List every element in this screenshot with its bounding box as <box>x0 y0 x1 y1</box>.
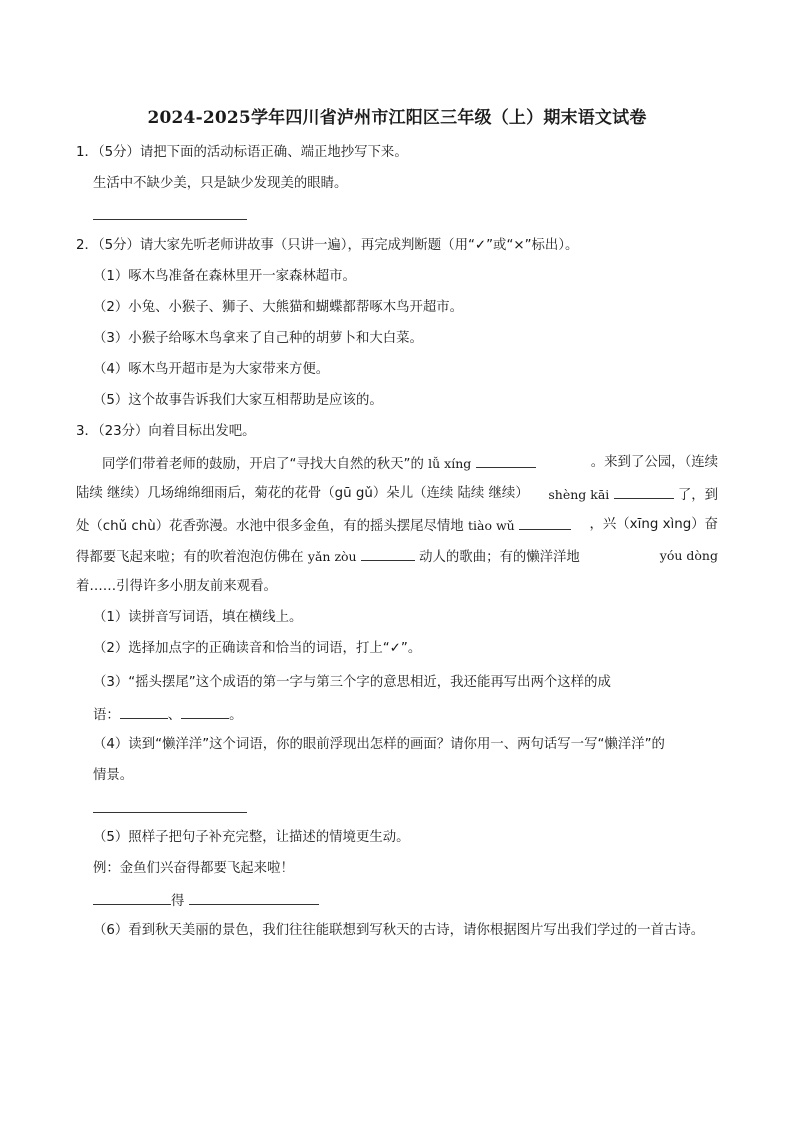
q3-passage-text-h: 动人的歌曲；有的懒洋洋地 <box>419 550 580 565</box>
page-title: 2024-2025学年四川省泸州市江阳区三年级（上）期末语文试卷 <box>147 108 647 128</box>
q3-pinyin-youdong: yóu dòng <box>659 548 718 563</box>
q3-passage-line-4 <box>76 546 718 568</box>
q3-sub-3-line-1: （3）“摇头摆尾”这个成语的第一字与第三个字的意思相近，我还能再写出两个这样的成 <box>93 675 611 690</box>
q3-sub-6: （6）看到秋天美丽的景色，我们往往能联想到写秋天的古诗，请你根据图片写出我们学过的一首古诗。 <box>93 923 705 938</box>
q3-sub-4-line-2: 情景。 <box>93 768 134 783</box>
q2-item-3: （3）小猴子给啄木鸟拿来了自己种的胡萝卜和大白菜。 <box>93 331 423 346</box>
q3-passage-text-g: 得都要飞起来啦；有的吹着泡泡仿佛在 <box>76 550 304 565</box>
q3-sub-5-blank-2[interactable] <box>189 890 319 905</box>
q3-passage-text-a: 同学们带着老师的鼓励，开启了“寻找大自然的秋天”的 <box>102 457 424 472</box>
q1-slogan: 生活中不缺少美，只是缺少发现美的眼睛。 <box>93 176 348 191</box>
q3-idiom-blank-2[interactable] <box>181 704 229 719</box>
q3-sub-4-answer-line[interactable] <box>93 812 247 813</box>
q3-passage-text-c: 陆续 继续）几场绵绵细雨后，菊花的花骨（gū gǔ）朵儿（连续 陆续 继续） <box>76 486 529 501</box>
q1-stem: 1．（5分）请把下面的活动标语正确、端正地抄写下来。 <box>76 145 408 160</box>
q3-sub-5-blank-1[interactable] <box>93 890 171 905</box>
q2-item-1: （1）啄木鸟准备在森林里开一家森林超市。 <box>93 269 356 284</box>
q3-sub-5: （5）照样子把句子补充完整，让描述的情境更生动。 <box>93 830 410 845</box>
q3-stem: 3．（23分）向着目标出发吧。 <box>76 424 256 439</box>
q3-sub-3-period: 。 <box>229 708 243 723</box>
q3-passage-text-e: 处（chǔ chù）花香弥漫。水池中很多金鱼，有的摇头摆尾尽情地 <box>76 519 464 534</box>
q3-example: 例：金鱼们兴奋得都要飞起来啦！ <box>93 861 294 876</box>
q3-pinyin-yanzou: yǎn zòu <box>307 549 357 564</box>
q3-sub-3-separator: 、 <box>167 708 182 723</box>
q3-sub-5-de: 得 <box>171 894 185 909</box>
q3-passage-text-f: ，兴（xīng xìng）奋 <box>589 517 718 532</box>
q3-sub-3-line-2 <box>93 704 243 726</box>
q3-pinyin-shengkai: shèng kāi <box>548 487 610 502</box>
q3-blank-1[interactable] <box>476 453 536 468</box>
q3-passage-line-5: 着……引得许多小朋友前来观看。 <box>76 579 277 594</box>
q3-sub-4-line-1: （4）读到“懒洋洋”这个词语，你的眼前浮现出怎样的画面？请你用一、两句话写一写“懒洋洋”的 <box>93 737 665 752</box>
q3-sub-3-prefix: 语： <box>93 708 120 723</box>
q3-passage-line-3 <box>76 515 718 537</box>
q3-sub-1: （1）读拼音写词语，填在横线上。 <box>93 610 303 625</box>
q3-passage-line-1 <box>102 453 718 475</box>
q3-idiom-blank-1[interactable] <box>120 704 168 719</box>
q3-pinyin-lvxing: lǚ xíng <box>428 456 472 471</box>
q1-answer-line[interactable] <box>93 219 247 220</box>
q3-blank-3[interactable] <box>519 515 571 530</box>
q3-passage-text-d: 了，到 <box>677 488 718 503</box>
q3-passage-line-2 <box>76 484 718 506</box>
q2-stem: 2．（5分）请大家先听老师讲故事（只讲一遍），再完成判断题（用“✓”或“×”标出）。 <box>76 238 579 253</box>
q3-passage-text-b: 。来到了公园，（连续 <box>590 455 718 470</box>
q2-item-2: （2）小兔、小猴子、狮子、大熊猫和蝴蝶都帮啄木鸟开超市。 <box>93 300 464 315</box>
q2-item-4: （4）啄木鸟开超市是为大家带来方便。 <box>93 362 330 377</box>
q3-sub-5-answer <box>93 890 319 912</box>
q2-item-5: （5）这个故事告诉我们大家互相帮助是应该的。 <box>93 393 383 408</box>
q3-blank-4[interactable] <box>361 546 415 561</box>
q3-blank-2[interactable] <box>614 484 674 499</box>
q3-pinyin-tiaowu: tiào wǔ <box>467 518 515 533</box>
q3-sub-2: （2）选择加点字的正确读音和恰当的词语，打上“✓”。 <box>93 641 422 656</box>
